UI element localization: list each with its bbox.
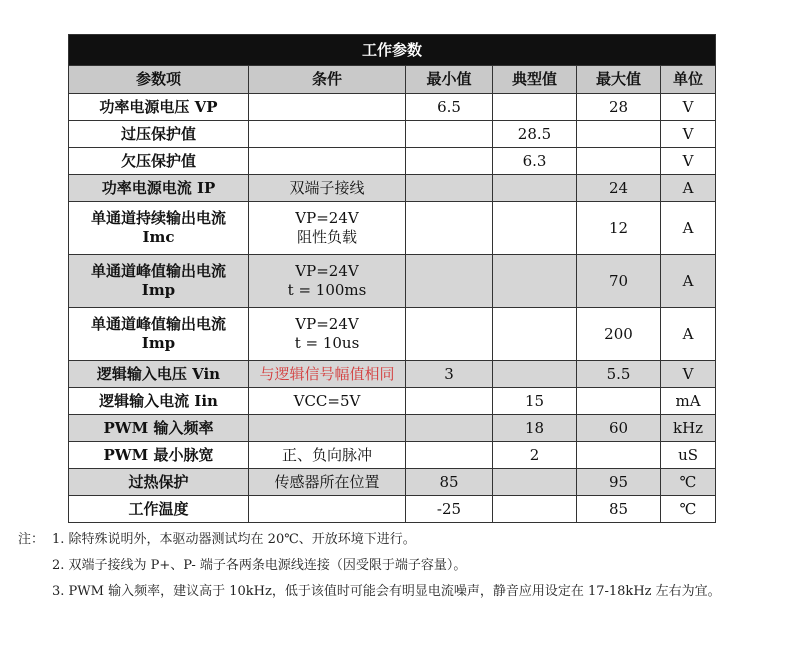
param-cell-line: Imp	[141, 281, 176, 299]
condition-cell	[249, 388, 406, 415]
unit-cell: V	[661, 121, 716, 148]
param-cell-line: 功率电源电流 IP	[101, 178, 216, 197]
max-cell: 12	[577, 202, 661, 255]
max-cell: 60	[577, 415, 661, 442]
max-cell: 5.5	[577, 361, 661, 388]
param-cell-line: Imp	[141, 334, 176, 352]
min-cell	[406, 175, 493, 202]
param-cell	[69, 496, 249, 523]
typ-cell	[493, 469, 577, 496]
param-cell	[69, 442, 249, 469]
param-cell-line: 功率电源电压 VP	[99, 97, 218, 116]
min-cell	[406, 442, 493, 469]
table-row	[69, 121, 716, 148]
table-row	[69, 388, 716, 415]
max-cell: 85	[577, 496, 661, 523]
typ-cell: 28.5	[493, 121, 577, 148]
min-cell	[406, 121, 493, 148]
header-typ: 典型值	[493, 66, 577, 94]
condition-cell	[249, 361, 406, 388]
max-cell	[577, 442, 661, 469]
condition-cell	[249, 442, 406, 469]
table-row	[69, 175, 716, 202]
table-row	[69, 255, 716, 308]
param-cell-line: 欠压保护值	[120, 151, 196, 170]
table-body	[69, 94, 716, 523]
table-row	[69, 442, 716, 469]
max-cell	[577, 148, 661, 175]
unit-cell: A	[661, 308, 716, 361]
param-cell	[69, 121, 249, 148]
min-cell: 85	[406, 469, 493, 496]
param-cell	[69, 415, 249, 442]
param-cell	[69, 202, 249, 255]
unit-cell: uS	[661, 442, 716, 469]
header-condition: 条件	[249, 66, 406, 94]
table-row	[69, 415, 716, 442]
unit-cell: kHz	[661, 415, 716, 442]
typ-cell	[493, 496, 577, 523]
table-row	[69, 94, 716, 121]
typ-cell	[493, 175, 577, 202]
condition-cell-line: 正、负向脉冲	[281, 445, 372, 464]
min-cell	[406, 202, 493, 255]
condition-cell	[249, 255, 406, 308]
table-row	[69, 202, 716, 255]
param-cell	[69, 469, 249, 496]
param-cell-line: PWM 输入频率	[103, 418, 214, 437]
min-cell: 3	[406, 361, 493, 388]
typ-cell: 6.3	[493, 148, 577, 175]
param-cell-line: 工作温度	[128, 499, 189, 518]
table-row	[69, 361, 716, 388]
unit-cell: A	[661, 202, 716, 255]
table-title-row	[69, 35, 716, 66]
min-cell: 6.5	[406, 94, 493, 121]
table-header-row	[69, 66, 716, 94]
unit-cell: V	[661, 94, 716, 121]
header-min: 最小值	[406, 66, 493, 94]
max-cell: 28	[577, 94, 661, 121]
condition-cell-line: 传感器所在位置	[274, 472, 380, 491]
notes-prefix: 注：	[18, 532, 45, 547]
unit-cell: mA	[661, 388, 716, 415]
param-cell	[69, 255, 249, 308]
min-cell	[406, 148, 493, 175]
note-item	[18, 553, 798, 579]
condition-cell	[249, 202, 406, 255]
max-cell: 200	[577, 308, 661, 361]
note-text: 1. 除特殊说明外，本驱动器测试均在 20℃、开放环境下进行。	[52, 532, 416, 547]
unit-cell: A	[661, 175, 716, 202]
typ-cell: 2	[493, 442, 577, 469]
min-cell	[406, 388, 493, 415]
typ-cell	[493, 255, 577, 308]
condition-cell	[249, 308, 406, 361]
param-cell	[69, 388, 249, 415]
condition-cell-line: VP=24V	[295, 262, 359, 280]
max-cell: 95	[577, 469, 661, 496]
param-cell-line: 逻辑输入电流 Iin	[99, 391, 218, 410]
param-cell	[69, 361, 249, 388]
condition-cell	[249, 496, 406, 523]
min-cell	[406, 308, 493, 361]
condition-cell-line: VCC=5V	[293, 391, 361, 410]
param-cell-line: 单通道峰值输出电流	[90, 262, 226, 280]
min-cell	[406, 415, 493, 442]
condition-cell-line: 阻性负载	[296, 228, 357, 246]
header-param: 参数项	[69, 66, 249, 94]
min-cell: -25	[406, 496, 493, 523]
condition-cell	[249, 94, 406, 121]
typ-cell	[493, 202, 577, 255]
unit-cell: A	[661, 255, 716, 308]
unit-cell: ℃	[661, 469, 716, 496]
param-cell	[69, 148, 249, 175]
typ-cell: 15	[493, 388, 577, 415]
condition-cell	[249, 175, 406, 202]
max-cell	[577, 121, 661, 148]
condition-cell-line: 双端子接线	[289, 178, 365, 197]
condition-cell	[249, 121, 406, 148]
note-text: 3. PWM 输入频率，建议高于 10kHz，低于该值时可能会有明显电流噪声，静音应用设定在 17-18kHz 左右为宜。	[52, 584, 721, 599]
condition-cell-line: t = 10us	[294, 334, 360, 352]
table-row	[69, 148, 716, 175]
note-item	[18, 527, 798, 553]
typ-cell	[493, 94, 577, 121]
condition-cell	[249, 148, 406, 175]
table-row	[69, 308, 716, 361]
condition-cell-line: VP=24V	[295, 315, 359, 333]
unit-cell: V	[661, 148, 716, 175]
param-cell	[69, 175, 249, 202]
condition-cell-line: t = 100ms	[287, 281, 367, 299]
param-cell-line: Imc	[142, 228, 175, 246]
table-row	[69, 469, 716, 496]
max-cell	[577, 388, 661, 415]
condition-cell	[249, 415, 406, 442]
condition-cell	[249, 469, 406, 496]
param-cell-line: 逻辑输入电压 Vin	[96, 364, 221, 383]
unit-cell: V	[661, 361, 716, 388]
header-unit: 单位	[661, 66, 716, 94]
param-cell-line: 过压保护值	[120, 124, 196, 143]
spec-table	[68, 34, 716, 523]
min-cell	[406, 255, 493, 308]
note-text: 2. 双端子接线为 P+、P- 端子各两条电源线连接（因受限于端子容量）。	[52, 558, 467, 573]
typ-cell: 18	[493, 415, 577, 442]
max-cell: 70	[577, 255, 661, 308]
condition-cell-line: 与逻辑信号幅值相同	[259, 364, 395, 383]
unit-cell: ℃	[661, 496, 716, 523]
condition-cell-line: VP=24V	[295, 209, 359, 227]
note-item	[18, 579, 798, 605]
param-cell-line: PWM 最小脉宽	[103, 445, 214, 464]
param-cell-line: 单通道峰值输出电流	[90, 315, 226, 333]
param-cell	[69, 94, 249, 121]
typ-cell	[493, 308, 577, 361]
table-row	[69, 496, 716, 523]
notes	[18, 527, 798, 605]
param-cell-line: 过热保护	[128, 472, 189, 491]
max-cell: 24	[577, 175, 661, 202]
typ-cell	[493, 361, 577, 388]
param-cell-line: 单通道持续输出电流	[90, 209, 226, 227]
param-cell	[69, 308, 249, 361]
header-max: 最大值	[577, 66, 661, 94]
table-title: 工作参数	[69, 35, 716, 66]
